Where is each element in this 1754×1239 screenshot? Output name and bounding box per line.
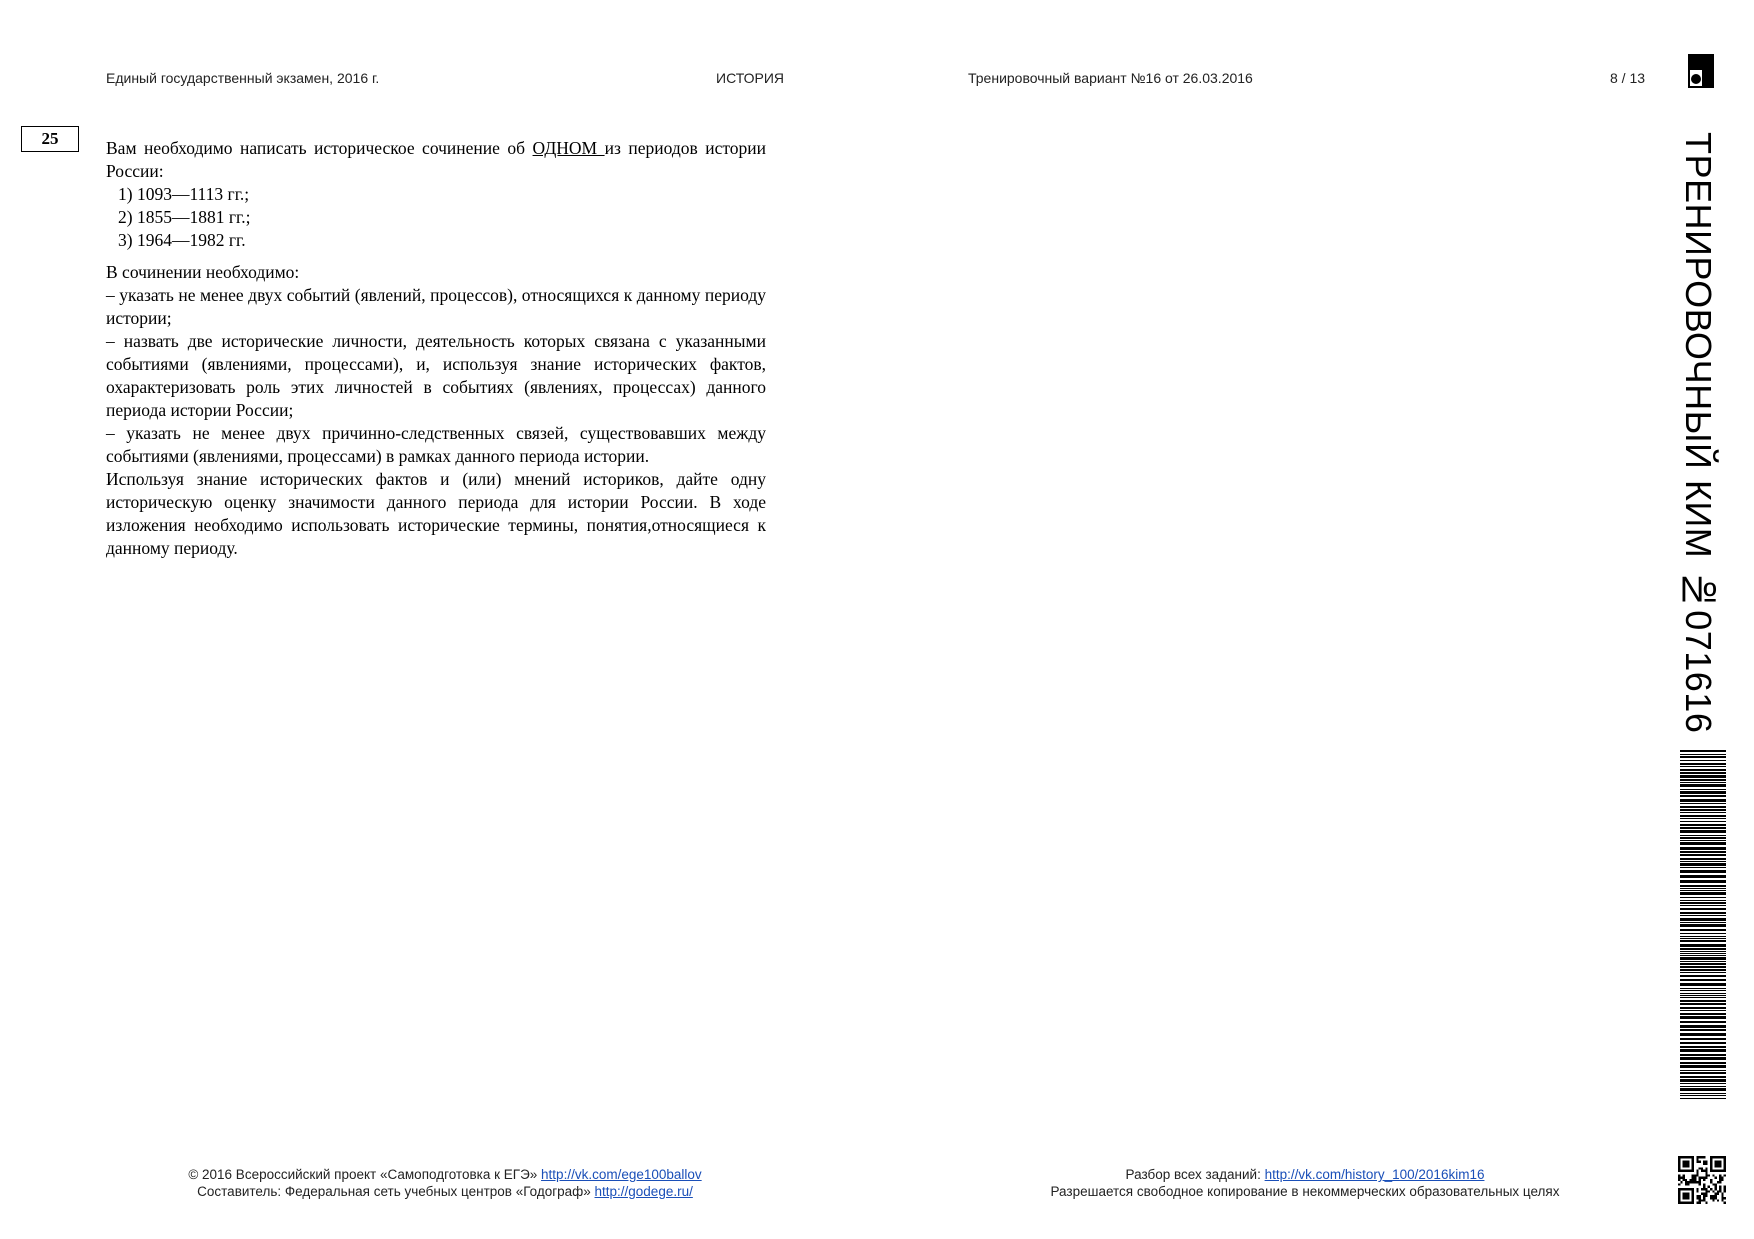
task-body [106,137,766,560]
requirement-item: – указать не менее двух событий (явлений, процессов), относящихся к данному периоду истории; [106,285,766,328]
task-intro: Вам необходимо написать историческое сочинение об ОДНОМ из периодов истории России: [106,138,767,181]
period-list [106,183,766,252]
barcode-icon [1680,750,1726,1100]
header-page-number: 8 / 13 [1610,70,1646,86]
header-exam-title: Единый государственный экзамен, 2016 г. [106,70,380,86]
task-number-box: 25 [21,126,79,152]
footer-left: © 2016 Всероссийский проект «Самоподготовка к ЕГЭ» http://vk.com/ege100ballov Составитель: Федеральная сеть учебных центров «Годограф» http://godege.ru/ [188,1167,702,1199]
side-vertical-title: ТРЕНИРОВОЧНЫЙ КИМ №071616 [1678,132,1719,734]
period-item: 3) 1964—1982 гг. [118,230,246,250]
header-variant: Тренировочный вариант №16 от 26.03.2016 [968,70,1253,86]
footer-right: Разбор всех заданий: http://vk.com/history_100/2016kim16 Разрешается свободное копирование в некоммерческих образовательных целях [1020,1167,1590,1201]
task-closing: Используя знание исторических фактов и (или) мнений историков, дайте одну историческую оценку значимости данного периода для истории России. В ходе изложения необходимо использовать исторические термины, понятия,относящиеся к данному периоду. [106,469,766,558]
footer-link-vk-project[interactable]: http://vk.com/ege100ballov [541,1167,702,1182]
header-subject: ИСТОРИЯ [716,70,785,86]
footer-copy-notice: Разрешается свободное копирование в некоммерческих образовательных целях [1050,1184,1560,1199]
task-intro-emphasis: ОДНОМ [532,138,605,158]
requirement-item: – назвать две исторические личности, деятельность которых связана с указанными событиями (явлениями, процессами), и, используя знание исторических фактов, охарактеризовать роль этих личностей в событиях (явлениях, процессах) данного периода истории России; [106,331,766,420]
requirement-item: – указать не менее двух причинно-следственных связей, существовавших между событиями (явлениями, процессами) в рамках данного периода истории. [106,423,766,466]
footer-link-godege[interactable]: http://godege.ru/ [594,1184,693,1199]
period-item: 1) 1093—1113 гг.; [118,184,250,204]
period-item: 2) 1855—1881 гг.; [118,207,251,227]
footer-link-analysis[interactable]: http://vk.com/history_100/2016kim16 [1264,1167,1485,1182]
corner-marker-icon [1688,54,1714,88]
qr-code-icon [1678,1156,1726,1204]
requirements-intro: В сочинении необходимо: [106,262,300,282]
